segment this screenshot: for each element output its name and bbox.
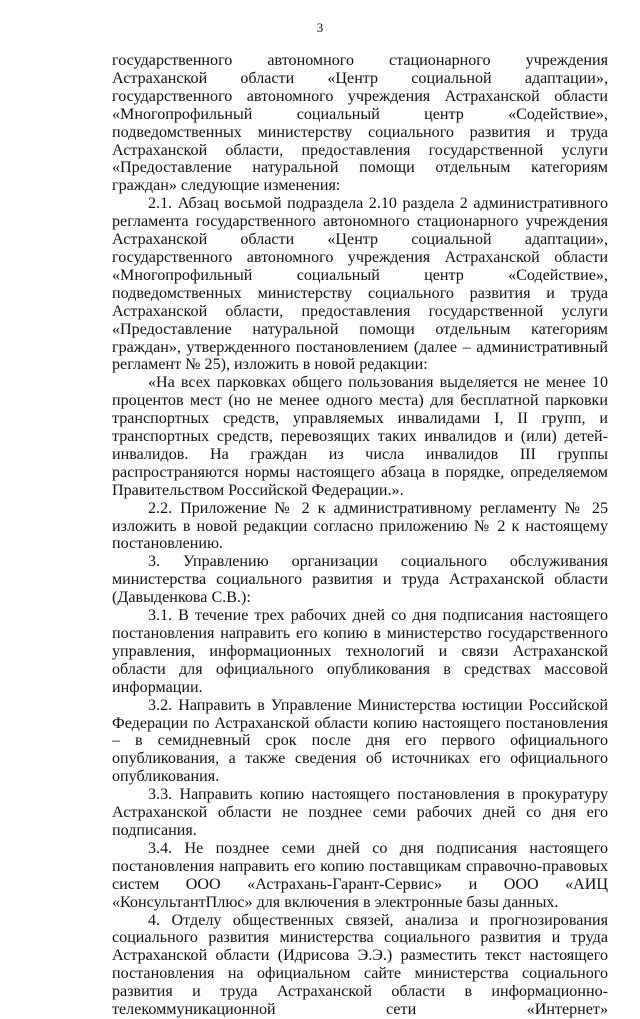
paragraph-2-1: 2.1. Абзац восьмой подраздела 2.10 раздела 2 административного регламента государственного автономного стационарного учреждения Астраханской области «Центр социальной адаптации», государственного автономного учреждения Астраханской области «Многопрофильный социальный центр «Содействие», подведомственных министерству социального развития и труда Астраханской области, предоставления государственной услуги «Предоставление натуральной помощи отдельным категориям граждан», утвержденного постановлением (далее – административный регламент № 25), изложить в новой редакции: — [112, 195, 608, 374]
paragraph-continuation: государственного автономного стационарного учреждения Астраханской области «Центр социальной адаптации», государственного автономного учреждения Астраханской области «Многопрофильный социальный центр «Содействие», подведомственных министерству социального развития и труда Астраханской области, предоставления государственной услуги «Предоставление натуральной помощи отдельным категориям граждан» следующие изменения: — [112, 52, 608, 195]
paragraph-3-3: 3.3. Направить копию настоящего постановления в прокуратуру Астраханской области не позднее семи рабочих дней со дня его подписания. — [112, 786, 608, 839]
paragraph-3-1: 3.1. В течение трех рабочих дней со дня подписания настоящего постановления направить его копию в министерство государственного управления, информационных технологий и связи Астраханской области для официального опубликования в средствах массовой информации. — [112, 607, 608, 696]
paragraph-3-4: 3.4. Не позднее семи дней со дня подписания настоящего постановления направить его копию поставщикам справочно-правовых систем ООО «Астрахань-Гарант-Сервис» и ООО «АИЦ «КонсультантПлюс» для включения в электронные базы данных. — [112, 839, 608, 911]
paragraph-3: 3. Управлению организации социального обслуживания министерства социального развития и труда Астраханской области (Давыденкова С.В.): — [112, 553, 608, 607]
document-body — [112, 52, 608, 1019]
page-number: 3 — [316, 20, 324, 35]
paragraph-2-2: 2.2. Приложение № 2 к административному регламенту № 25 изложить в новой редакции согласно приложению № 2 к настоящему постановлению. — [112, 499, 608, 553]
paragraph-4: 4. Отделу общественных связей, анализа и прогнозирования социального развития министерства социального развития и труда Астраханской области (Идрисова Э.Э.) разместить текст настоящего постановления на официальном сайте министерства социального развития и труда Астраханской области в информационно-телекоммуникационной сети «Интернет» — [112, 911, 608, 1019]
paragraph-quoted-amendment: «На всех парковках общего пользования выделяется не менее 10 процентов мест (но не менее одного места) для бесплатной парковки транспортных средств, управляемых инвалидами I, II групп, и транспортных средств, перевозящих таких инвалидов и (или) детей-инвалидов. На граждан из числа инвалидов III группы распространяются нормы настоящего абзаца в порядке, определяемом Правительством Российской Федерации.». — [112, 374, 608, 499]
paragraph-3-2: 3.2. Направить в Управление Министерства юстиции Российской Федерации по Астраханской области копию настоящего постановления – в семидневный срок после дня его первого официального опубликования, а также сведения об источниках его официального опубликования. — [112, 696, 608, 786]
